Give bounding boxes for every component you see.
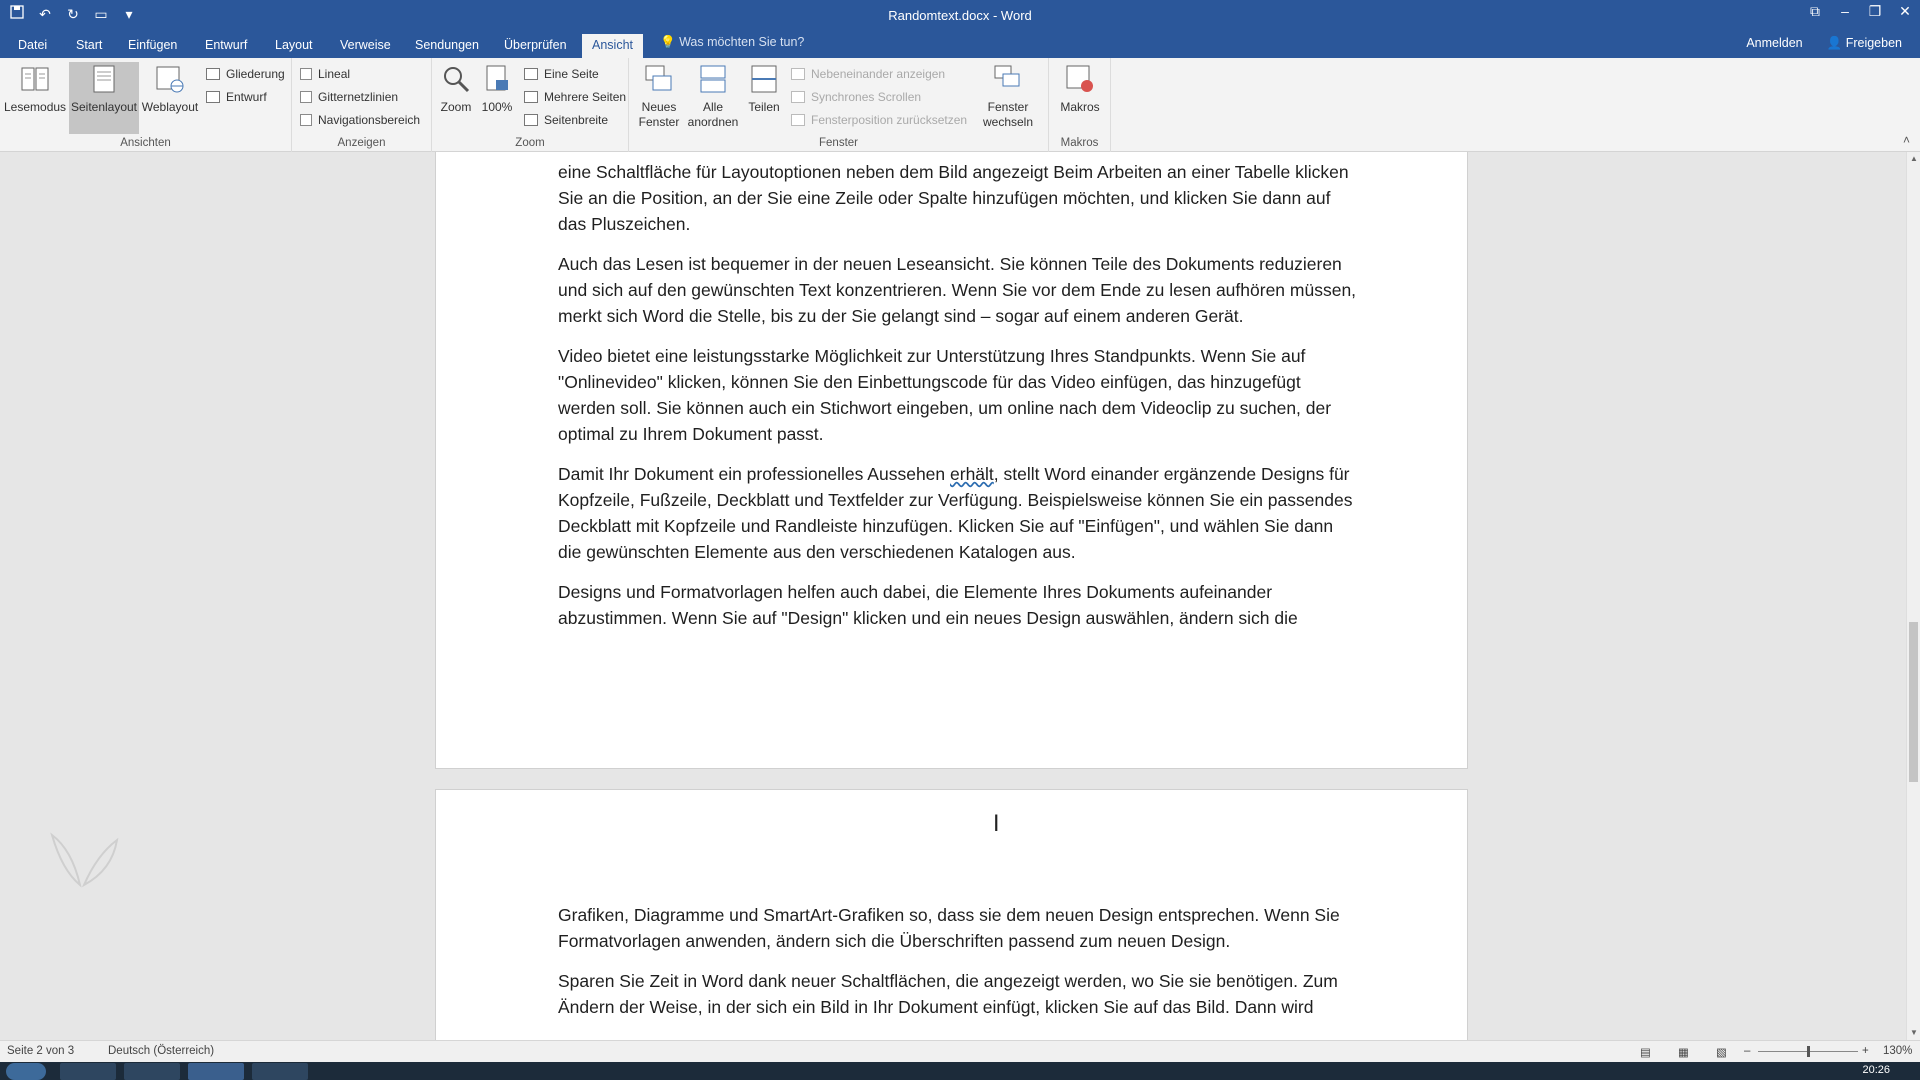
ribbon-display-options-icon[interactable]: ⧉ — [1810, 3, 1820, 19]
taskbar-app-icon[interactable] — [252, 1063, 308, 1080]
paragraph-4-end: , stellt Word einander ergänzende Designs für Kopfzeile, Fußzeile, Deckblatt und Textfelder zur Verfügung. Beispielsweise können Sie ein passendes Deckblatt mit Kopfzeile und Randleiste hinzufügen. Klicken Sie auf "Einfügen", und wählen Sie dann die gewünschten Elemente aus den verschiedenen Katalogen aus. — [558, 464, 1353, 562]
fenster-wechseln-label-2: wechseln — [982, 115, 1034, 129]
tab-ueberpruefen[interactable]: Überprüfen — [504, 38, 567, 52]
page-width-icon — [524, 114, 538, 126]
teilen-label: Teilen — [748, 100, 780, 114]
paragraph-3[interactable]: Video bietet eine leistungsstarke Möglichkeit zur Unterstützung Ihres Standpunkts. Wenn Sie auf "Onlinevideo" klicken, können Sie den Einbettungscode für das Video einfügen, das hinzugefügt werden soll. Sie können auch ein Stichwort eingeben, um online nach dem Videoclip zu suchen, der optimal zu Ihrem Dokument passt. — [558, 346, 1332, 444]
lineal-checkbox[interactable] — [300, 64, 350, 84]
paragraph-4-start: Damit Ihr Dokument ein professionelles Aussehen — [558, 464, 951, 484]
scroll-thumb[interactable] — [1909, 622, 1918, 782]
group-label-makros: Makros — [1060, 137, 1099, 149]
sign-in-link[interactable]: Anmelden — [1746, 36, 1803, 50]
lesemodus-label: Lesemodus — [4, 100, 67, 114]
nebeneinander-label: Nebeneinander anzeigen — [811, 67, 946, 81]
gitternetzlinien-checkbox[interactable] — [300, 87, 398, 107]
zoom-label: Zoom — [440, 100, 472, 114]
text-cursor-icon: I — [993, 812, 1000, 837]
seitenlayout-label: Seitenlayout — [70, 100, 138, 114]
neues-fenster-button[interactable] — [637, 62, 681, 134]
gitternetz-check-icon — [300, 91, 312, 103]
web-layout-icon — [154, 62, 186, 96]
new-window-icon — [643, 62, 675, 96]
group-label-ansichten: Ansichten — [120, 137, 171, 149]
paragraph-7[interactable]: Sparen Sie Zeit in Word dank neuer Schaltflächen, die angezeigt werden, wo Sie sie benötigen. Zum Ändern der Weise, in der sich ein Bild in Ihr Dokument einfügt, klicken Sie auf das Bild. Dann wird — [558, 971, 1338, 1017]
arrange-all-icon — [697, 62, 729, 96]
gliederung-button[interactable] — [206, 64, 285, 84]
seitenbreite-label: Seitenbreite — [544, 113, 609, 127]
paragraph-6[interactable]: Grafiken, Diagramme und SmartArt-Grafiken so, dass sie dem neuen Design entsprechen. Wenn Sie Formatvorlagen anwenden, ändern sich die Überschriften passend zum neuen Design. — [558, 905, 1340, 951]
zoom-button[interactable] — [436, 62, 476, 134]
gitternetz-label: Gitternetzlinien — [318, 90, 399, 104]
minimize-icon[interactable]: – — [1841, 3, 1849, 19]
fenster-wechseln-label-1: Fenster — [987, 100, 1029, 114]
status-bar — [0, 1040, 1920, 1062]
mehrere-seiten-button[interactable] — [524, 87, 626, 107]
ribbon-tabs — [0, 30, 1920, 58]
magnifier-icon — [440, 62, 472, 96]
alle-anordnen-label-2: anordnen — [687, 115, 739, 129]
reset-position-icon — [791, 114, 805, 126]
zoom-level[interactable]: 130% — [1883, 1045, 1913, 1057]
tab-verweise[interactable]: Verweise — [340, 38, 391, 52]
zoom-100-label: 100% — [481, 100, 513, 114]
alle-anordnen-button[interactable] — [685, 62, 741, 134]
outline-icon — [206, 68, 220, 80]
makros-button[interactable] — [1054, 62, 1106, 134]
zoom-slider-knob[interactable] — [1807, 1046, 1810, 1057]
share-button[interactable] — [1827, 36, 1902, 51]
page-2[interactable] — [435, 152, 1468, 769]
zoom-slider[interactable] — [1758, 1051, 1858, 1052]
group-zoom — [432, 58, 629, 152]
group-fenster — [629, 58, 1049, 152]
seitenbreite-button[interactable] — [524, 110, 608, 130]
alle-anordnen-label-1: Alle — [702, 100, 723, 114]
draft-icon — [206, 91, 220, 103]
weblayout-label: Weblayout — [141, 100, 199, 114]
language-indicator[interactable]: Deutsch (Österreich) — [108, 1045, 215, 1057]
ribbon — [0, 58, 1920, 152]
redo-icon[interactable]: ↻ — [67, 6, 79, 22]
paragraph-1[interactable]: eine Schaltfläche für Layoutoptionen neben dem Bild angezeigt Beim Arbeiten an einer Tabelle klicken Sie an die Position, an der Sie eine Zeile oder Spalte hinzufügen möchten, und klicken Sie dann auf das Pluszeichen. — [558, 162, 1349, 234]
scroll-down-icon[interactable]: ▼ — [1910, 1028, 1918, 1037]
group-anzeigen — [292, 58, 432, 152]
customize-qat-icon[interactable]: ▾ — [125, 6, 133, 22]
mehrere-seiten-label: Mehrere Seiten — [544, 90, 627, 104]
lineal-check-icon — [300, 68, 312, 80]
taskbar-word-icon[interactable] — [188, 1063, 244, 1080]
group-label-fenster: Fenster — [819, 137, 858, 149]
entwurf-label: Entwurf — [226, 90, 267, 104]
side-by-side-icon — [791, 68, 805, 80]
zoom-100-button[interactable] — [478, 62, 516, 134]
paragraph-2[interactable]: Auch das Lesen ist bequemer in der neuen Leseansicht. Sie können Teile des Dokuments reduzieren und sich auf den gewünschten Text konzentrieren. Wenn Sie vor dem Ende zu lesen aufhören müssen, merkt sich Word die Stelle, bis zu der Sie gelangt sind – sogar auf einem anderen Gerät. — [558, 254, 1357, 326]
group-label-anzeigen: Anzeigen — [337, 137, 386, 149]
group-label-zoom: Zoom — [515, 137, 545, 149]
close-icon[interactable]: ✕ — [1899, 3, 1911, 19]
scroll-up-icon[interactable]: ▲ — [1910, 154, 1918, 163]
navigationsbereich-checkbox[interactable] — [300, 110, 420, 130]
taskbar-clock: 20:26 — [1862, 1064, 1890, 1076]
butterfly-watermark-icon — [42, 830, 122, 890]
spelling-error-word[interactable]: erhält — [950, 464, 994, 484]
entwurf-button[interactable] — [206, 87, 267, 107]
multiple-pages-icon — [524, 91, 538, 103]
tab-ansicht[interactable]: Ansicht — [582, 34, 643, 58]
lesemodus-button[interactable] — [4, 62, 66, 134]
tab-layout[interactable]: Layout — [275, 38, 313, 52]
zoom-out-icon[interactable]: – — [1744, 1045, 1751, 1057]
person-icon: 👤 — [1826, 36, 1843, 50]
read-mode-icon — [19, 62, 51, 96]
collapse-ribbon-icon[interactable]: ˄ — [1902, 133, 1910, 147]
window-title: Randomtext.docx - Word — [888, 8, 1032, 23]
new-document-icon[interactable]: ▭ — [94, 6, 108, 22]
sync-scroll-icon — [791, 91, 805, 103]
tell-me-box[interactable] — [660, 35, 804, 50]
tab-sendungen[interactable]: Sendungen — [415, 38, 479, 52]
switch-windows-icon — [992, 62, 1024, 96]
navigation-label: Navigationsbereich — [318, 113, 421, 127]
synchrones-scrollen-button[interactable] — [791, 87, 921, 107]
tab-datei[interactable]: Datei — [18, 38, 48, 52]
macros-icon — [1064, 62, 1096, 96]
paragraph-5[interactable]: Designs und Formatvorlagen helfen auch dabei, die Elemente Ihres Dokuments aufeinander abzustimmen. Wenn Sie auf "Design" klicken und ein neues Design auswählen, ändern sich die — [558, 582, 1298, 628]
makros-label: Makros — [1060, 100, 1100, 114]
undo-icon[interactable]: ↶ — [39, 6, 51, 22]
page-3[interactable] — [435, 789, 1468, 1040]
taskbar-browser-icon[interactable] — [124, 1063, 180, 1080]
group-ansichten — [0, 58, 292, 152]
tell-me-placeholder: Was möchten Sie tun? — [679, 35, 805, 49]
nebeneinander-button[interactable] — [791, 64, 945, 84]
teilen-button[interactable] — [743, 62, 785, 134]
print-layout-icon — [88, 62, 120, 96]
tab-entwurf[interactable]: Entwurf — [205, 38, 248, 52]
start-button[interactable] — [6, 1063, 46, 1080]
restore-icon[interactable]: ❐ — [1868, 3, 1882, 19]
neues-fenster-label-2: Fenster — [638, 115, 680, 129]
group-makros — [1049, 58, 1111, 152]
page-indicator[interactable]: Seite 2 von 3 — [7, 1045, 75, 1057]
position-label: Fensterposition zurücksetzen — [811, 113, 968, 127]
window-controls — [1800, 0, 1920, 24]
vertical-scrollbar[interactable] — [1906, 152, 1920, 1040]
read-mode-view-icon[interactable]: ▤ — [1640, 1047, 1651, 1059]
lightbulb-icon: 💡 — [660, 35, 676, 49]
split-icon — [748, 62, 780, 96]
web-layout-view-icon[interactable]: ▧ — [1716, 1047, 1727, 1059]
navigation-check-icon — [300, 114, 312, 126]
one-page-icon — [524, 68, 538, 80]
share-label: Freigeben — [1845, 36, 1902, 50]
document-area[interactable] — [0, 152, 1906, 1040]
tab-einfuegen[interactable]: Einfügen — [128, 38, 178, 52]
zoom-100-icon — [481, 62, 513, 96]
eine-seite-label: Eine Seite — [544, 67, 599, 81]
seitenlayout-button[interactable] — [69, 62, 139, 134]
eine-seite-button[interactable] — [524, 64, 599, 84]
title-bar — [0, 0, 1920, 30]
paragraph-4[interactable] — [558, 461, 1358, 565]
tab-start[interactable]: Start — [76, 38, 103, 52]
zoom-in-icon[interactable]: + — [1862, 1045, 1869, 1057]
gliederung-label: Gliederung — [226, 67, 285, 81]
print-layout-view-icon[interactable]: ▦ — [1678, 1047, 1689, 1059]
fenster-wechseln-button[interactable] — [975, 62, 1041, 134]
taskbar-explorer-icon[interactable] — [60, 1063, 116, 1080]
fensterposition-button[interactable] — [791, 110, 967, 130]
weblayout-button[interactable] — [140, 62, 200, 134]
os-taskbar — [0, 1062, 1920, 1080]
neues-fenster-label-1: Neues — [641, 100, 677, 114]
synchron-label: Synchrones Scrollen — [811, 90, 922, 104]
lineal-label: Lineal — [318, 67, 351, 81]
